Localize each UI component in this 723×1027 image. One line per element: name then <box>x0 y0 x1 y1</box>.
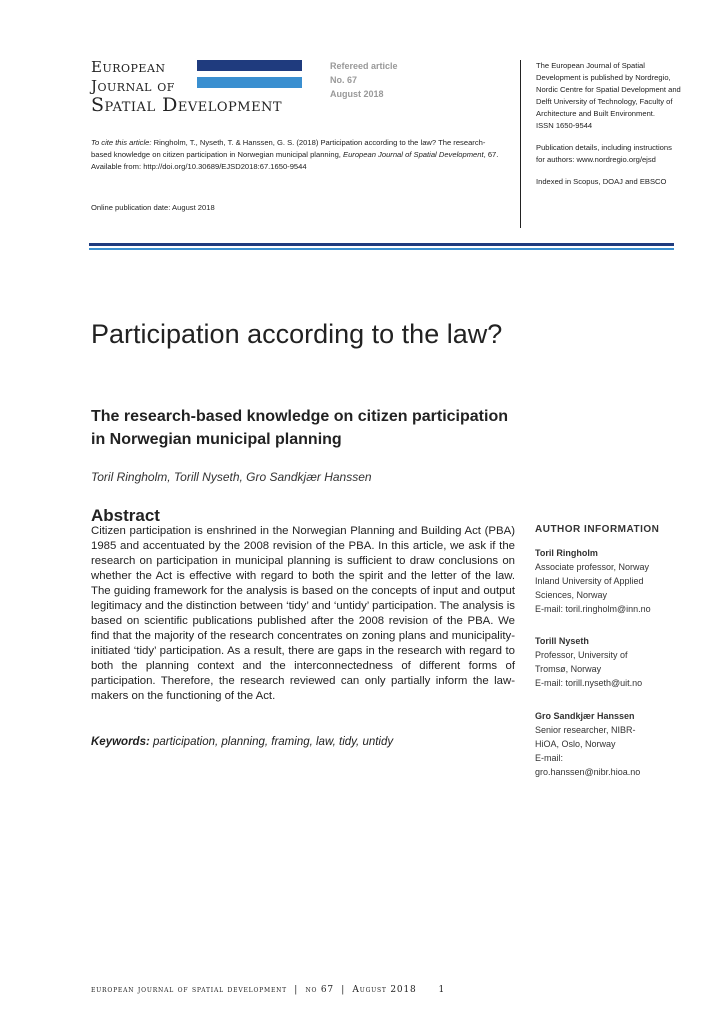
article-date: August 2018 <box>330 89 384 99</box>
header-rule-dark <box>89 243 674 246</box>
author-detail: Sciences, Norway <box>535 590 608 600</box>
logo-bar-dark <box>197 60 302 71</box>
header-rule-light <box>89 248 674 250</box>
author-name: Gro Sandkjær Hanssen <box>535 711 635 721</box>
publisher-text: The European Journal of Spatial Development is published by Nordregio, Nordic Centre for Spatial Development and Delft University of Technology, Faculty of Architecture and Built Environment. <box>536 61 681 118</box>
page-number: 1 <box>438 985 446 995</box>
article-number: No. 67 <box>330 75 358 85</box>
keywords-label: Keywords: <box>91 736 150 748</box>
author-detail: Tromsø, Norway <box>535 664 602 674</box>
author-card <box>535 709 685 779</box>
logo-line-1: European <box>91 58 166 76</box>
citation <box>91 137 506 173</box>
header-divider <box>520 60 521 228</box>
author-email[interactable]: E-mail: torill.nyseth@uit.no <box>535 678 643 688</box>
keywords <box>91 736 393 748</box>
author-name: Toril Ringholm <box>535 548 598 558</box>
logo-line-3: Spatial Development <box>91 94 283 116</box>
publisher-info <box>536 60 681 198</box>
issn: ISSN 1650-9544 <box>536 121 593 130</box>
article-meta <box>330 59 398 101</box>
citation-lead: To cite this article: <box>91 138 152 147</box>
author-list: Toril Ringholm, Torill Nyseth, Gro Sandkjær Hanssen <box>91 470 372 484</box>
author-detail: HiOA, Oslo, Norway <box>535 739 616 749</box>
article-subtitle: The research-based knowledge on citizen participation in Norwegian municipal planning <box>91 408 508 448</box>
article-title: Participation according to the law? <box>91 319 503 349</box>
author-instructions: Publication details, including instructions for authors: www.nordregio.org/ejsd <box>536 143 672 164</box>
abstract-heading: Abstract <box>91 506 160 525</box>
author-card <box>535 634 685 690</box>
footer-journal: european journal of spatial development | no 67 | August 2018 <box>91 985 417 995</box>
logo-bar-light <box>197 77 302 88</box>
author-detail: E-mail: <box>535 753 564 763</box>
author-email[interactable]: E-mail: toril.ringholm@inn.no <box>535 604 651 614</box>
citation-text: Ringholm, T., Nyseth, T. & Hanssen, G. S. (2018) Participation according to the law? The research-based knowledge on citizen participation in Norwegian municipal planning, <box>91 138 486 159</box>
online-publication-date: Online publication date: August 2018 <box>91 203 215 212</box>
author-detail: Senior researcher, NIBR- <box>535 725 636 735</box>
author-detail: Professor, University of <box>535 650 628 660</box>
author-email[interactable]: gro.hanssen@nibr.hioa.no <box>535 767 641 777</box>
logo-line-2: Journal of <box>91 77 175 95</box>
citation-journal: European Journal of Spatial Development <box>343 150 484 159</box>
author-card <box>535 546 685 616</box>
citation-doi[interactable]: Available from: http://doi.org/10.30689/EJSD2018:67.1650-9544 <box>91 162 307 171</box>
author-detail: Associate professor, Norway <box>535 562 650 572</box>
author-name: Torill Nyseth <box>535 636 589 646</box>
author-detail: Inland University of Applied <box>535 576 644 586</box>
abstract-text: Citizen participation is enshrined in the Norwegian Planning and Building Act (PBA) 1985 and accentuated by the 2008 revision of the PBA. In this article, we ask if the research on participation in municipal planning is sufficient to draw conclusions on whether the Act is effective with regard to both the spirit and the letter of the law. The guiding framework for the analysis is based on the concepts of input and output legitimacy and the distinction between ‘tidy’ and ‘untidy’ participation. The analysis is based on scientific publications published after the 2008 revision of the PBA. We find that the majority of the research concentrates on zoning plans and municipality-initiated ‘tidy’ participation. As a result, there are gaps in the research with regard to both the planning context and the interconnectedness of different forms of participation. Therefore, the research reviewed can only partially inform the law-makers on the functioning of the Act. <box>91 525 515 702</box>
indexing-info: Indexed in Scopus, DOAJ and EBSCO <box>536 177 667 186</box>
article-type: Refereed article <box>330 61 398 71</box>
keywords-values: participation, planning, framing, law, tidy, untidy <box>149 736 394 748</box>
page-footer <box>91 985 445 995</box>
author-information-heading: AUTHOR INFORMATION <box>535 524 660 535</box>
citation-issue: , 67. <box>483 150 499 159</box>
